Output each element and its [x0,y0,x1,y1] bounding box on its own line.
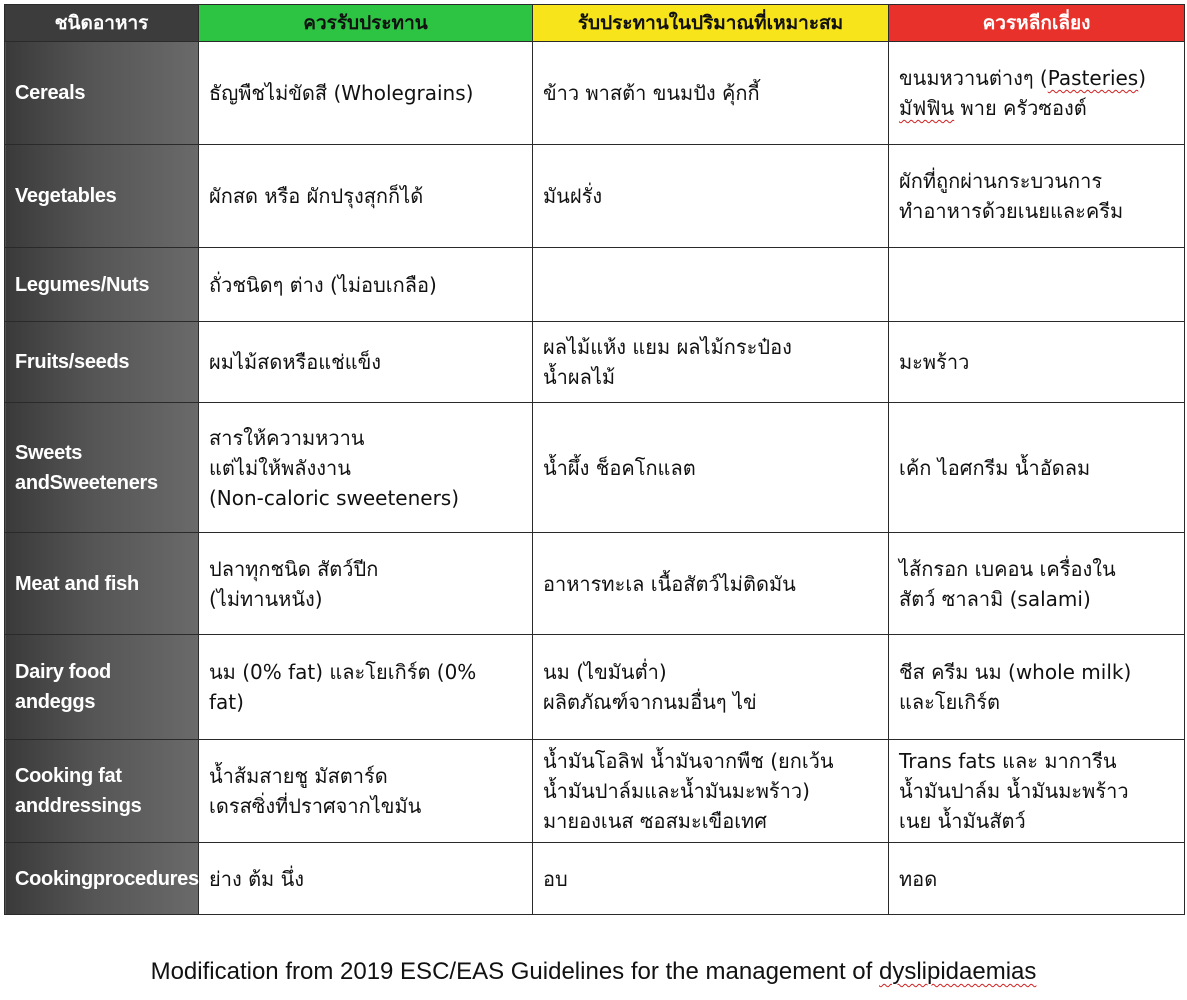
source-caption: Modification from 2019 ESC/EAS Guidelines for the management of dyslipidaemias [150,958,1037,985]
cell-line: ทำอาหารด้วยเนยและครีม [899,199,1124,223]
cell-line: น้ำมันปาล์มและน้ำมันมะพร้าว) [543,779,810,803]
cell-line: และโยเกิร์ต [899,690,1001,714]
cell-line: น้ำมันโอลิฟ น้ำมันจากพืช (ยกเว้น [543,749,834,773]
cell-line: ย่าง ต้ม นึ่ง [209,866,305,891]
cell-line: fat) [209,690,244,714]
header-moderate: รับประทานในปริมาณที่เหมาะสม [533,5,889,42]
cell-line: ถั่วชนิดๆ ต่าง (ไม่อบเกลือ) [209,272,437,297]
avoid-cell [889,322,1185,403]
cell-line: Fruits/seeds [15,351,130,373]
cell-line: อบ [543,866,568,891]
recommended-cell [199,533,533,635]
avoid-cell [889,843,1185,915]
cell-line: แต่ไม่ให้พลังงาน [209,455,351,480]
cell-line: ไส้กรอก เบคอน เครื่องใน [899,556,1116,581]
cell-line: นม (ไขมันต่ำ) [543,660,667,684]
moderate-cell [533,322,889,403]
cell-line: Sweets and [15,441,83,494]
avoid-cell [889,533,1185,635]
cell-line: Meat and fish [15,572,139,595]
cell-line: มันฝรั่ง [543,184,603,208]
cell-line: Legumes/Nuts [15,273,150,296]
cell-line: (Non-caloric sweeteners) [209,485,460,510]
recommended-cell [199,322,533,403]
recommended-cell [199,248,533,322]
cell-line: Vegetables [15,185,117,207]
cell-line: ขนมหวานต่างๆ (Pasteries) [899,66,1147,90]
cell-line: น้ำผึ้ง ช็อคโกแลต [543,455,696,480]
recommended-cell [199,42,533,145]
header-row [5,5,1185,42]
category-cell [5,740,199,843]
cell-line: ผักสด หรือ ผักปรุงสุกก็ได้ [209,184,424,208]
cell-line: Trans fats และ มาการีน [899,749,1117,773]
cell-line: (ไม่ทานหนัง) [209,586,323,611]
recommended-cell [199,145,533,248]
moderate-cell [533,403,889,533]
recommended-cell [199,403,533,533]
table-row [5,322,1185,403]
moderate-cell [533,635,889,740]
avoid-cell [889,42,1185,145]
moderate-cell [533,533,889,635]
avoid-cell [889,635,1185,740]
cell-line: Cooking fat and [15,765,122,817]
cell-line: อาหารทะเล เนื้อสัตว์ไม่ติดมัน [543,571,796,596]
moderate-cell [533,248,889,322]
avoid-cell [889,145,1185,248]
cell-line: Cooking [15,867,93,890]
cell-line: เดรสซิ่งที่ปราศจากไขมัน [209,794,422,818]
table-row [5,248,1185,322]
moderate-cell [533,42,889,145]
category-cell [5,403,199,533]
cell-line: น้ำส้มสายชู มัสตาร์ด [209,764,388,788]
food-guideline-table [4,4,1185,915]
cell-line: ผักที่ถูกผ่านกระบวนการ [899,169,1103,193]
avoid-cell [889,403,1185,533]
cell-line: น้ำมันปาล์ม น้ำมันมะพร้าว [899,779,1129,803]
cell-line: procedures [92,867,199,890]
cell-line: eggs [49,691,96,713]
recommended-cell [199,843,533,915]
category-cell [5,248,199,322]
table-row [5,42,1185,145]
cell-line: ทอด [899,866,938,891]
table-row [5,145,1185,248]
cell-line: ผลิตภัณฑ์จากนมอื่นๆ ไข่ [543,690,757,714]
cell-line: สัตว์ ซาลามิ (salami) [899,586,1091,611]
cell-line: เค้ก ไอศกรีม น้ำอัดลม [899,455,1091,480]
category-cell [5,42,199,145]
cell-line: Dairy food and [15,661,111,713]
header-recommended: ควรรับประทาน [199,5,533,42]
cell-line: ผลไม้แห้ง แยม ผลไม้กระป๋อง [543,335,792,359]
cell-line: Cereals [15,82,86,104]
recommended-cell [199,635,533,740]
cell-line: น้ำผลไม้ [543,365,616,389]
category-cell [5,635,199,740]
cell-line: สารให้ความหวาน [209,425,365,450]
cell-line: dressings [49,795,142,817]
cell-line: ผมไม้สดหรือแช่แข็ง [209,350,382,374]
avoid-cell [889,740,1185,843]
table-row [5,403,1185,533]
category-cell [5,843,199,915]
table-row [5,635,1185,740]
moderate-cell [533,145,889,248]
cell-line: ปลาทุกชนิด สัตว์ปีก [209,556,379,581]
table-row [5,533,1185,635]
table-row [5,740,1185,843]
moderate-cell [533,740,889,843]
header-category: ชนิดอาหาร [5,5,199,42]
cell-line: ธัญพืชไม่ขัดสี (Wholegrains) [209,81,474,105]
cell-line: เนย น้ำมันสัตว์ [899,809,1026,833]
category-cell [5,533,199,635]
header-avoid: ควรหลีกเลี่ยง [889,5,1185,42]
cell-line: Sweeteners [49,471,158,494]
cell-line: ข้าว พาสต้า ขนมปัง คุ้กกี้ [543,81,760,105]
table-row [5,843,1185,915]
category-cell [5,145,199,248]
avoid-cell [889,248,1185,322]
recommended-cell [199,740,533,843]
cell-line: มายองเนส ซอสมะเขือเทศ [543,809,767,833]
cell-line: ชีส ครีม นม (whole milk) [899,660,1132,684]
cell-line: นม (0% fat) และโยเกิร์ต (0% [209,660,477,684]
cell-line: มะพร้าว [899,350,970,374]
category-cell [5,322,199,403]
cell-line: มัฟฟิน พาย ครัวซองต์ [899,96,1087,120]
moderate-cell [533,843,889,915]
